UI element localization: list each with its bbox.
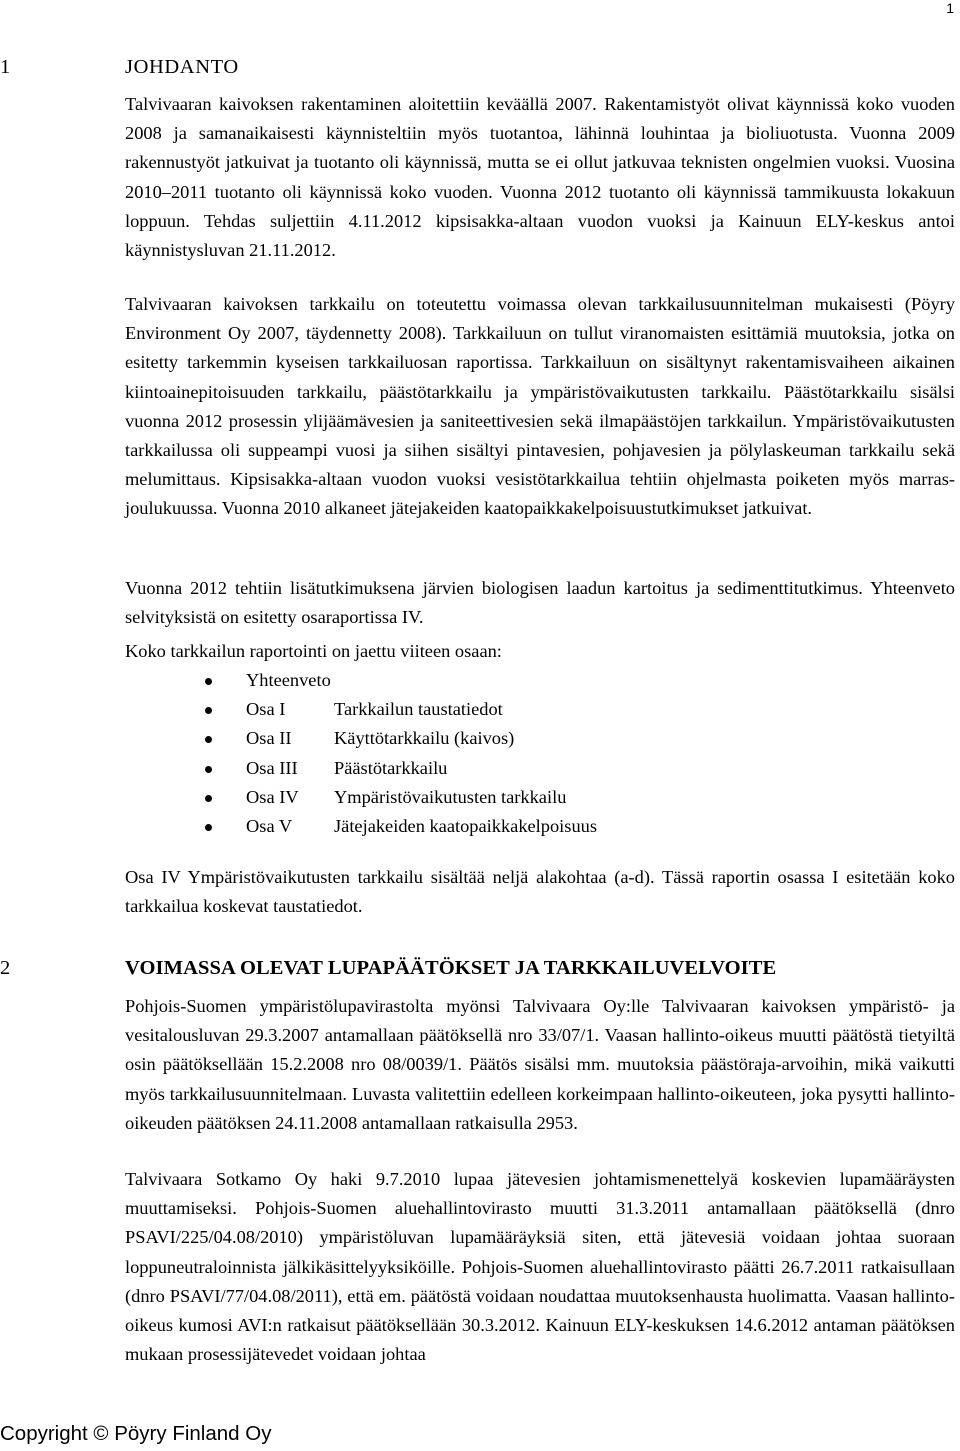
bullet-icon — [205, 736, 212, 743]
report-parts-intro: Koko tarkkailun raportointi on jaettu viiteen osaan: — [125, 641, 502, 661]
report-part-label: Osa I — [246, 699, 286, 720]
list-item — [194, 754, 844, 783]
additional-studies-paragraph: Vuonna 2012 tehtiin lisätutkimuksena järvien biologisen laadun kartoitus ja sedimenttitutkimus. Yhteenveto selvityksistä on esitetty osaraportissa IV. — [125, 578, 955, 628]
list-item — [194, 783, 844, 812]
intro-paragraph: Talvivaaran kaivoksen rakentaminen aloitettiin keväällä 2007. Rakentamistyöt olivat käynnissä koko vuoden 2008 ja samanaikaisesti käynnisteltiin myös tuotantoa, lähinnä louhintaa ja bioliuotusta. Vuonna 2009 rakennustyöt jatkuivat ja tuotanto oli käynnissä, mutta se ei ollut jatkuvaa teknisten ongelmien vuoksi. Vuosina 2010–2011 tuotanto oli käynnissä koko vuoden. Vuonna 2012 tuotanto oli käynnissä tammikuusta lokakuun loppuun. Tehdas suljettiin 4.11.2012 kipsisakka-altaan vuodon vuoksi ja Kainuun ELY-keskus antoi käynnistysluvan 21.11.2012. — [125, 94, 955, 261]
closing-paragraph: Osa IV Ympäristövaikutusten tarkkailu sisältää neljä alakohtaa (a-d). Tässä raportin osassa I esitetään koko tarkkailua koskevat taustatiedot. — [125, 867, 955, 917]
report-part-title: Jätejakeiden kaatopaikkakelpoisuus — [334, 815, 598, 836]
bullet-icon — [205, 707, 212, 714]
permit-change-paragraph: Talvivaara Sotkamo Oy haki 9.7.2010 lupaa jätevesien johtamismenettelyä koskevien lupamääräysten muuttamiseksi. Pohjois-Suomen aluehallintovirasto muutti 31.3.2011 antamallaan päätöksellä (dnro PSAVI/225/04.08/2010) ympäristöluvan lupamääräyksiä siten, että jätevesiä voidaan johtaa suoraan loppuneutraloinnista jälkikäsittelyyksiköille. Pohjois-Suomen aluehallintovirasto päätti 26.7.2011 ratkaisullaan (dnro PSAVI/77/04.08/2011), että em. päätöstä voidaan noudattaa muutoksenhausta huolimatta. Vaasan hallinto-oikeus kumosi AVI:n ratkaisut päätöksellään 30.3.2012. Kainuun ELY-keskuksen 14.6.2012 antaman päätöksen mukaan prosessijätevedet voidaan johtaa — [125, 1169, 955, 1365]
monitoring-paragraph: Talvivaaran kaivoksen tarkkailu on toteutettu voimassa olevan tarkkailusuunnitelman mukaisesti (Pöyry Environment Oy 2007, täydennetty 2008). Tarkkailuun on tullut viranomaisten esittämiä muutoksia, jotka on esitetty tarkemmin kyseisen tarkkailuosan raportissa. Tarkkailuun on sisältynyt rakentamisvaiheen aikainen kiintoainepitoisuuden tarkkailu, päästötarkkailu ja ympäristövaikutusten tarkkailu. Päästötarkkailu sisälsi vuonna 2012 prosessin ylijäämävesien ja saniteettivesien sekä ilmapäästöjen tarkkailun. Ympäristövaikutusten tarkkailussa oli suppeampi vuosi ja siihen sisältyi pintavesien, pohjavesien ja pölylaskeuman tarkkailu sekä melumittaus. Kipsisakka-altaan vuodon vuoksi vesistötarkkailua tehtiin ohjelmasta poiketen myös marras-joulukuussa. Vuonna 2010 alkaneet jätejakeiden kaatopaikkakelpoisuustutkimukset jatkuivat. — [125, 294, 955, 519]
permit-paragraph: Pohjois-Suomen ympäristölupavirastolta myönsi Talvivaara Oy:lle Talvivaaran kaivoksen ympäristö- ja vesitalousluvan 29.3.2007 antamallaan päätöksellä nro 33/07/1. Vaasan hallinto-oikeus muutti päätöstä tietyiltä osin päätöksellään 15.2.2008 nro 08/0039/1. Päätös sisälsi mm. muutoksia päästöraja-arvoihin, mikä vaikutti myös tarkkailusuunnitelmaan. Luvasta valitettiin edelleen korkeimpaan hallinto-oikeuteen, joka pysytti hallinto-oikeuden päätöksen 24.11.2008 antamallaan ratkaisulla 2953. — [125, 996, 955, 1133]
bullet-icon — [205, 795, 212, 802]
report-part-label: Osa V — [246, 815, 293, 836]
list-item — [194, 724, 844, 753]
report-parts-list — [194, 666, 844, 841]
report-part-title: Ympäristövaikutusten tarkkailu — [334, 786, 567, 807]
report-part-label: Osa III — [246, 757, 298, 778]
list-item — [194, 812, 844, 841]
section-1-title: JOHDANTO — [125, 56, 239, 78]
report-part-title: Päästötarkkailu — [334, 757, 448, 778]
bullet-icon — [205, 678, 212, 685]
section-2-title: VOIMASSA OLEVAT LUPAPÄÄTÖKSET JA TARKKAILUVELVOITE — [125, 957, 777, 979]
bullet-icon — [205, 766, 212, 773]
report-part-label: Osa IV — [246, 786, 299, 807]
report-part-label: Yhteenveto — [246, 670, 331, 690]
list-item — [194, 666, 844, 695]
copyright-footer: Copyright © Pöyry Finland Oy — [0, 1422, 272, 1445]
section-1-number: 1 — [0, 56, 11, 78]
list-item — [194, 695, 844, 724]
report-part-label: Osa II — [246, 728, 292, 749]
page-number: 1 — [946, 0, 954, 16]
report-part-title: Tarkkailun taustatiedot — [334, 699, 503, 720]
bullet-icon — [205, 824, 212, 831]
section-2-number: 2 — [0, 957, 11, 979]
report-part-title: Käyttötarkkailu (kaivos) — [334, 728, 515, 749]
